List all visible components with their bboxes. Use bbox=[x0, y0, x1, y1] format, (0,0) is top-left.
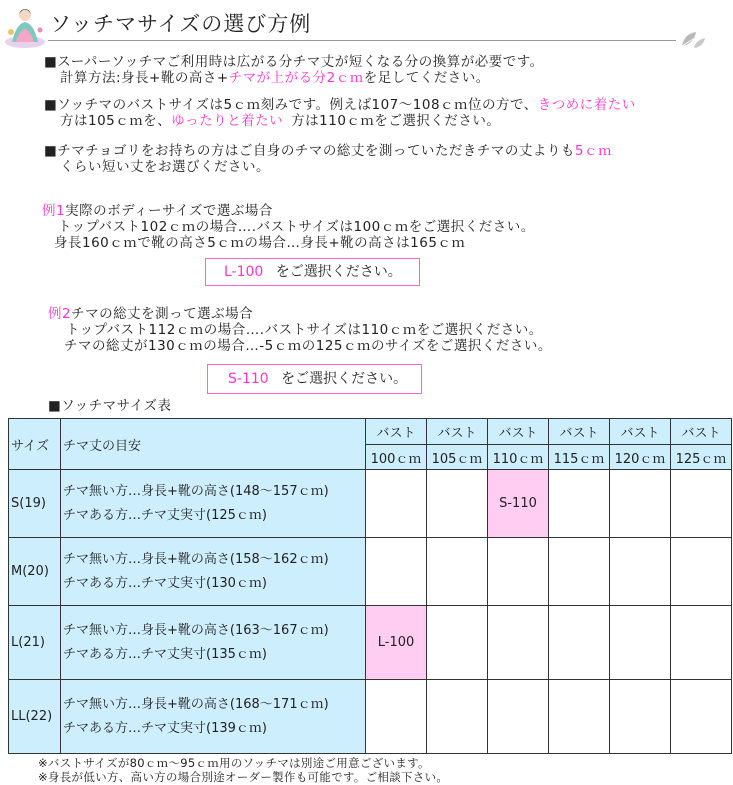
example2-result-text: をご選択ください。 bbox=[281, 371, 408, 387]
example1-result-box bbox=[205, 258, 420, 286]
hanbok-figure-icon bbox=[2, 2, 48, 50]
example1-line1: トップバスト102ｃｍの場合….バストサイズは100ｃｍをご選択ください。 bbox=[58, 219, 535, 235]
table-cell bbox=[427, 538, 488, 606]
table-cell bbox=[549, 538, 610, 606]
row-size: LL(22) bbox=[9, 680, 61, 754]
guide-with-chima: チマある方…チマ丈実寸(135ｃｍ) bbox=[63, 646, 267, 662]
calc-suffix: を足してください。 bbox=[363, 70, 490, 86]
header-bust-label: バスト bbox=[427, 419, 488, 445]
guide-no-chima: チマ無い方…身長+靴の高さ(148～157ｃｍ) bbox=[63, 483, 329, 499]
header-bust-115: 115ｃｍ bbox=[549, 445, 610, 470]
size-table bbox=[8, 418, 732, 754]
bullet-existing-chima bbox=[44, 143, 612, 175]
header-bust-125: 125ｃｍ bbox=[671, 445, 732, 470]
row-size: S(19) bbox=[9, 470, 61, 538]
table-cell bbox=[488, 680, 549, 754]
table-cell bbox=[366, 680, 427, 754]
bullet-chima-line1 bbox=[44, 143, 612, 159]
leaf-ornament-icon bbox=[678, 26, 708, 52]
table-row bbox=[9, 470, 732, 538]
bust-text: ■ソッチマのバストサイズは5ｃｍ刻みです。例えば107～108ｃｍ位の方で、 bbox=[44, 97, 538, 113]
table-cell bbox=[427, 680, 488, 754]
row-size: M(20) bbox=[9, 538, 61, 606]
row-guide bbox=[61, 538, 366, 606]
table-cell bbox=[366, 538, 427, 606]
bust-text-2: 方は105ｃｍを、 bbox=[60, 113, 172, 129]
calc-method-text: 計算方法:身長+靴の高さ+ bbox=[60, 70, 229, 86]
example2-tag: 例2 bbox=[48, 306, 72, 322]
example1-heading bbox=[42, 203, 273, 219]
table-cell bbox=[549, 680, 610, 754]
table-row bbox=[9, 680, 732, 754]
guide-no-chima: チマ無い方…身長+靴の高さ(158～162ｃｍ) bbox=[63, 551, 329, 567]
table-cell bbox=[549, 470, 610, 538]
header-bust-label: バスト bbox=[610, 419, 671, 445]
footnote-bust: ※バストサイズが80ｃｍ～95ｃｍ用のソッチマは別途ご用意ございます。 bbox=[38, 756, 430, 770]
row-size: L(21) bbox=[9, 606, 61, 680]
table-row bbox=[9, 606, 732, 680]
table-cell bbox=[671, 538, 732, 606]
example2-line2: チマの総丈が130ｃｍの場合…-5ｃｍの125ｃｍのサイズをご選択ください。 bbox=[64, 338, 552, 354]
table-cell-highlight: S-110 bbox=[488, 470, 549, 538]
row-guide bbox=[61, 680, 366, 754]
bullet-bust-line1 bbox=[44, 97, 636, 113]
title-divider bbox=[48, 40, 676, 41]
header-bust-120: 120ｃｍ bbox=[610, 445, 671, 470]
header-size: サイズ bbox=[9, 419, 61, 470]
header-bust-label: バスト bbox=[671, 419, 732, 445]
header-guide: チマ丈の目安 bbox=[61, 419, 366, 470]
example2-result-box bbox=[207, 364, 422, 394]
row-guide bbox=[61, 470, 366, 538]
table-cell bbox=[366, 470, 427, 538]
bust-suffix: 方は110ｃｍをご選択ください。 bbox=[291, 113, 501, 129]
table-cell bbox=[488, 538, 549, 606]
table-cell bbox=[671, 470, 732, 538]
chima-text: ■チマチョゴリをお持ちの方はご自身のチマの総丈を測っていただきチマの丈よりも bbox=[44, 143, 575, 159]
table-row bbox=[9, 538, 732, 606]
table-cell bbox=[610, 680, 671, 754]
table-cell bbox=[427, 606, 488, 680]
header-bust-110: 110ｃｍ bbox=[488, 445, 549, 470]
calc-highlight: チマが上がる分2ｃｍ bbox=[228, 70, 364, 86]
header-bust-100: 100ｃｍ bbox=[366, 445, 427, 470]
example1-tag: 例1 bbox=[42, 203, 66, 219]
table-cell bbox=[610, 470, 671, 538]
bust-loose-highlight: ゆったりと着たい bbox=[171, 113, 284, 129]
footnote-order: ※身長が低い方、高い方の場合別途オーダー製作も可能です。ご相談下さい。 bbox=[38, 770, 449, 784]
guide-no-chima: チマ無い方…身長+靴の高さ(163～167ｃｍ) bbox=[63, 622, 329, 638]
example2-title: チマの総丈を測って選ぶ場合 bbox=[71, 306, 254, 322]
table-cell bbox=[610, 538, 671, 606]
example1-title: 実際のボディーサイズで選ぶ場合 bbox=[65, 203, 273, 219]
example2-heading bbox=[48, 306, 253, 322]
bullet-chima-line2: くらい短い丈をお選びください。 bbox=[60, 159, 270, 175]
table-cell-highlight: L-100 bbox=[366, 606, 427, 680]
table-cell bbox=[488, 606, 549, 680]
guide-no-chima: チマ無い方…身長+靴の高さ(168～171ｃｍ) bbox=[63, 696, 329, 712]
row-guide bbox=[61, 606, 366, 680]
guide-with-chima: チマある方…チマ丈実寸(130ｃｍ) bbox=[63, 575, 267, 591]
guide-with-chima: チマある方…チマ丈実寸(125ｃｍ) bbox=[63, 507, 267, 523]
header-bust-label: バスト bbox=[366, 419, 427, 445]
bullet-conversion-line1: ■スーパーソッチマご利用時は広がる分チマ丈が短くなる分の換算が必要です。 bbox=[44, 54, 544, 70]
chima-highlight: 5ｃｍ bbox=[574, 143, 612, 159]
bullet-bust-line2 bbox=[44, 113, 636, 129]
example2-line1: トップバスト112ｃｍの場合….バストサイズは110ｃｍをご選択ください。 bbox=[66, 322, 543, 338]
guide-with-chima: チマある方…チマ丈実寸(139ｃｍ) bbox=[63, 720, 267, 736]
size-table-title: ■ソッチマサイズ表 bbox=[48, 398, 172, 414]
footnotes bbox=[38, 756, 448, 784]
bullet-conversion bbox=[44, 54, 544, 86]
bullet-conversion-line2 bbox=[44, 70, 544, 86]
header-bust-105: 105ｃｍ bbox=[427, 445, 488, 470]
page-title: ソッチマサイズの選び方例 bbox=[50, 12, 312, 36]
header-bust-label: バスト bbox=[549, 419, 610, 445]
table-cell bbox=[427, 470, 488, 538]
table-cell bbox=[610, 606, 671, 680]
table-cell bbox=[671, 606, 732, 680]
table-cell bbox=[671, 680, 732, 754]
example1-result-code: L-100 bbox=[224, 264, 264, 280]
table-cell bbox=[549, 606, 610, 680]
bust-tight-highlight: きつめに着たい bbox=[537, 97, 636, 113]
header-bust-label: バスト bbox=[488, 419, 549, 445]
example2-result-code: S-110 bbox=[228, 371, 269, 387]
bullet-bust-size bbox=[44, 97, 636, 129]
example1-line2: 身長160ｃｍで靴の高さ5ｃｍの場合…身長+靴の高さは165ｃｍ bbox=[54, 235, 466, 251]
example1-result-text: をご選択ください。 bbox=[275, 264, 402, 280]
